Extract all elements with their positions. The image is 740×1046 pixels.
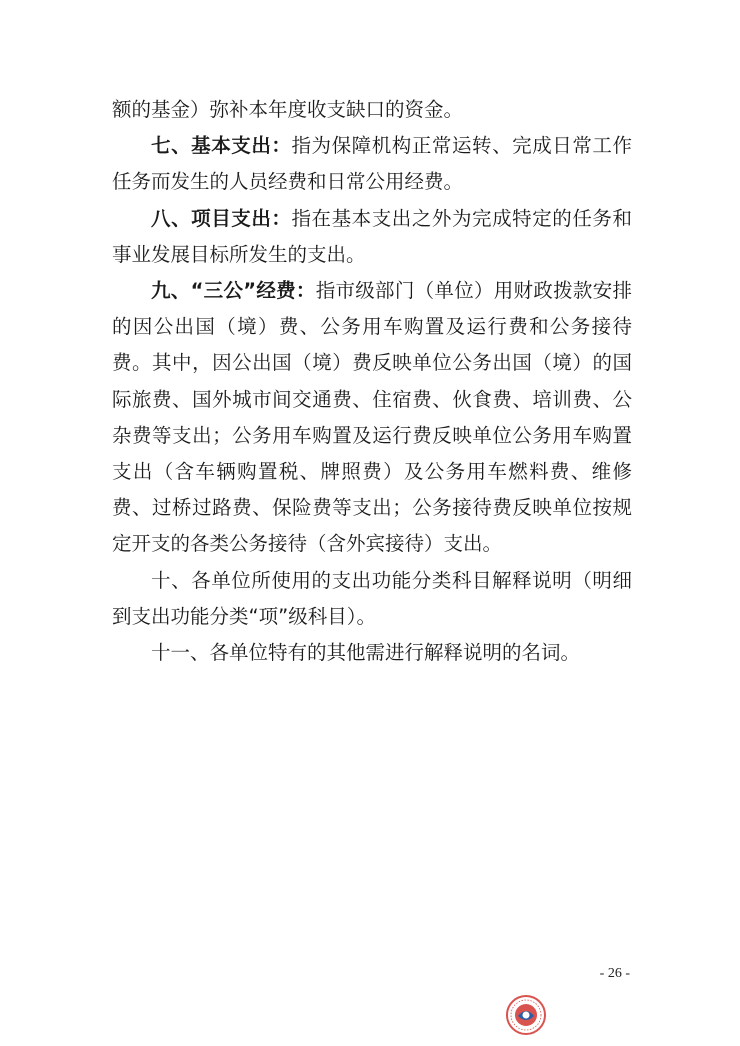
paragraph-project-expenditure <box>112 201 632 273</box>
term-label: 七、基本支出： <box>151 134 292 158</box>
term-label: 八、项目支出： <box>151 206 292 230</box>
page-number: - 26 - <box>599 966 630 981</box>
paragraph-text: 指在基本支出之外为完成特定的任务和事业发展目标所发生的支出。 <box>112 206 632 266</box>
paragraph-text: 指为保障机构正常运转、完成日常工作任务而发生的人员经费和日常公用经费。 <box>112 134 632 194</box>
heading-functional-classification: 十、各单位所使用的支出功能分类科目解释说明（明细到支出功能分类“项”级科目）。 <box>112 568 632 628</box>
paragraph-text: 额的基金）弥补本年度收支缺口的资金。 <box>112 98 464 121</box>
term-label: 九、“三公”经费： <box>151 279 316 303</box>
paragraph-basic-expenditure <box>112 128 632 200</box>
heading-unit-specific-terms: 十一、各单位特有的其他需进行解释说明的名词。 <box>151 641 581 665</box>
paragraph-continuation <box>112 92 632 128</box>
paragraph-three-public-expenses <box>112 273 632 563</box>
body-text <box>112 92 632 671</box>
paragraph-text: 指市级部门（单位）用财政拨款安排的因公出国（境）费、公务用车购置及运行费和公务接待费。其中，因公出国（境）费反映单位公务出国（境）的国际旅费、国外城市间交通费、住宿费、伙食费、培训费、公杂费等支出；公务用车购置及运行费反映单位公务用车购置支出（含车辆购置税、牌照费）及公务用车燃料费、维修费、过桥过路费、保险费等支出；公务接待费反映单位按规定开支的各类公务接待（含外宾接待）支出。 <box>112 279 632 556</box>
official-seal-icon <box>505 994 547 1036</box>
